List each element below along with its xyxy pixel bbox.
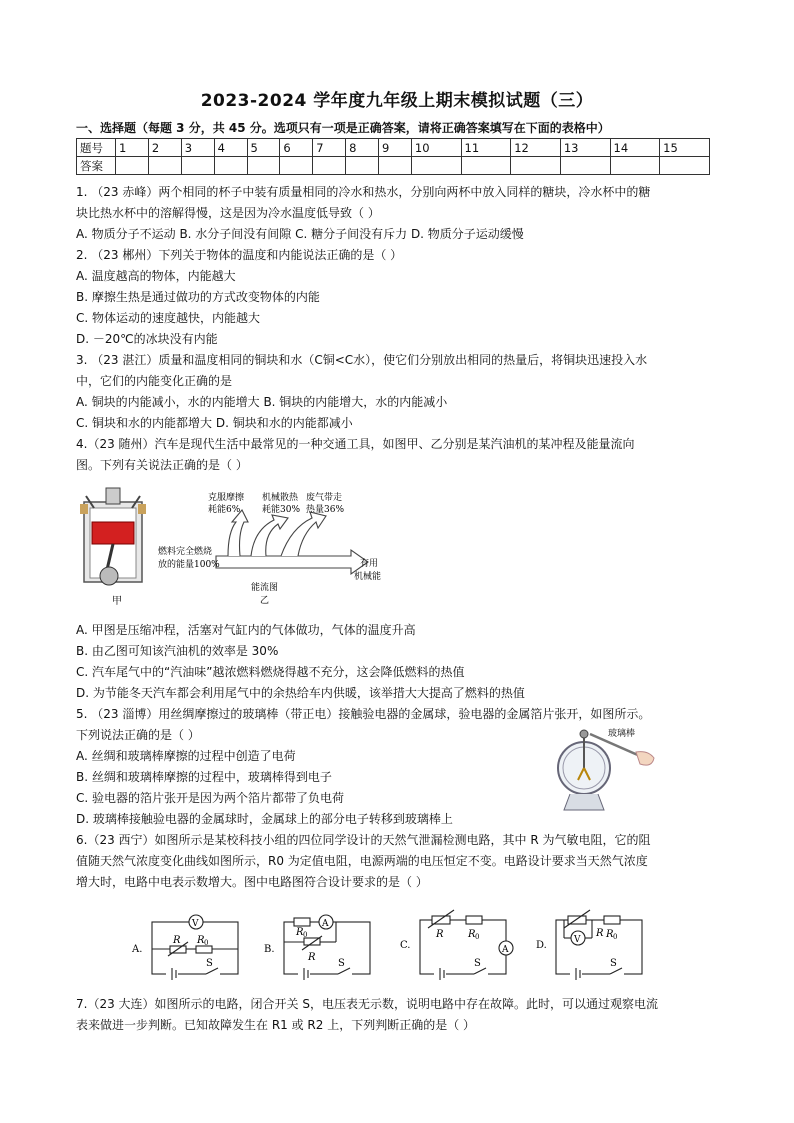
option-label-b: B. — [264, 944, 275, 955]
engine-figure — [76, 482, 406, 614]
section-heading: 一、选择题（每题 3 分，共 45 分。选项只有一项是正确答案，请将正确答案填写在下面的表格中） — [76, 121, 610, 135]
energy-flow-diagram — [216, 510, 368, 574]
table-cell: 10 — [411, 139, 461, 157]
circuit-c — [420, 910, 513, 980]
label-input-pct: 放的能量100% — [158, 560, 220, 570]
ammeter-label: A — [322, 919, 329, 929]
table-cell: 5 — [247, 139, 280, 157]
circuit-options-figure — [126, 904, 686, 980]
q5-option-d: D. 玻璃棒接触验电器的金属球时，金属球上的部分电子转移到玻璃棒上 — [76, 812, 453, 826]
label-exhaust-pct: 热量36% — [306, 505, 345, 515]
table-cell: 14 — [610, 139, 660, 157]
ammeter-label: A — [502, 945, 509, 955]
label-heat-pct: 耗能30% — [262, 505, 301, 515]
resistor-r0-label: R — [606, 929, 614, 940]
answer-cell[interactable] — [379, 157, 412, 175]
answer-cell[interactable] — [411, 157, 461, 175]
table-cell: 15 — [660, 139, 710, 157]
table-cell: 11 — [461, 139, 511, 157]
switch-label: S — [610, 958, 617, 969]
q3-options-ab: A. 铜块的内能减小，水的内能增大 B. 铜块的内能增大，水的内能减小 — [76, 395, 448, 409]
resistor-r0-sub: 0 — [303, 931, 308, 939]
row-label-answer: 答案 — [77, 157, 116, 175]
label-friction: 克服摩擦 — [208, 493, 245, 503]
voltmeter-label: V — [192, 919, 199, 929]
q3-stem-2: 中，它们的内能变化正确的是 — [76, 374, 233, 388]
cylinder-icon — [80, 488, 146, 585]
resistor-r-label: R — [436, 929, 444, 940]
q5-option-b: B. 丝绸和玻璃棒摩擦的过程中，玻璃棒得到电子 — [76, 770, 332, 784]
resistor-r-label: R — [308, 952, 316, 963]
label-heat: 机械散热 — [262, 493, 299, 503]
table-cell: 13 — [560, 139, 610, 157]
q7-stem-1: 7.（23 大连）如图所示的电路，闭合开关 S，电压表无示数，说明电路中存在故障。此时，可以通过观察电流 — [76, 997, 658, 1011]
option-label-a: A. — [132, 944, 143, 955]
label-input: 燃料完全燃烧 — [158, 547, 213, 557]
voltmeter-label: V — [574, 935, 581, 945]
switch-label: S — [338, 958, 345, 969]
table-row — [77, 157, 710, 175]
q3-stem-1: 3. （23 湛江）质量和温度相同的铜块和水（C铜<C水），使它们分别放出相同的热量后，将铜块迅速投入水 — [76, 353, 648, 367]
resistor-r0-label: R — [197, 935, 205, 946]
table-cell: 1 — [116, 139, 149, 157]
circuit-d — [556, 910, 642, 980]
label-exhaust: 废气带走 — [306, 493, 343, 503]
table-cell: 7 — [313, 139, 346, 157]
answer-cell[interactable] — [181, 157, 214, 175]
table-cell: 8 — [346, 139, 379, 157]
switch-label: S — [474, 958, 481, 969]
q7-stem-2: 表来做进一步判断。已知故障发生在 R1 或 R2 上，下列判断正确的是（ ） — [76, 1018, 476, 1032]
resistor-r-label: R — [596, 928, 604, 939]
q4-stem-1: 4.（23 随州）汽车是现代生活中最常见的一种交通工具，如图甲、乙分别是某汽油机的某冲程及能量流向 — [76, 437, 635, 451]
q4-option-c: C. 汽车尾气中的“汽油味”越浓燃料燃烧得越不充分，这会降低燃料的热值 — [76, 665, 465, 679]
answer-cell[interactable] — [148, 157, 181, 175]
table-row — [77, 139, 710, 157]
answer-cell[interactable] — [511, 157, 561, 175]
answer-cell[interactable] — [610, 157, 660, 175]
label-friction-pct: 耗能6% — [208, 505, 241, 515]
answer-cell[interactable] — [560, 157, 610, 175]
resistor-r0-label: R — [296, 927, 304, 938]
table-cell: 2 — [148, 139, 181, 157]
q6-stem-1: 6.（23 西宁）如图所示是某校科技小组的四位同学设计的天然气泄漏检测电路，其中 R 为气敏电阻，它的阻 — [76, 833, 651, 847]
row-label-number: 题号 — [77, 139, 116, 157]
answer-cell[interactable] — [247, 157, 280, 175]
q6-stem-3: 增大时，电路中电表示数增大。图中电路图符合设计要求的是（ ） — [76, 875, 428, 889]
answer-cell[interactable] — [116, 157, 149, 175]
q1-stem-1: 1. （23 赤峰）两个相同的杯子中装有质量相同的冷水和热水，分别向两杯中放入同样的糖块，冷水杯中的糖 — [76, 185, 651, 199]
q3-options-cd: C. 铜块和水的内能都增大 D. 铜块和水的内能都减小 — [76, 416, 353, 430]
q5-option-c: C. 验电器的箔片张开是因为两个箔片都带了负电荷 — [76, 791, 345, 805]
table-cell: 12 — [511, 139, 561, 157]
electroscope-icon — [558, 730, 610, 810]
option-label-d: D. — [536, 940, 547, 951]
resistor-r0-sub: 0 — [613, 933, 618, 941]
q2-option-d: D. －20℃的冰块没有内能 — [76, 332, 218, 346]
q2-option-c: C. 物体运动的速度越快，内能越大 — [76, 311, 261, 325]
q2-option-a: A. 温度越高的物体，内能越大 — [76, 269, 236, 283]
answer-table — [76, 138, 710, 175]
table-cell: 3 — [181, 139, 214, 157]
q4-option-a: A. 甲图是压缩冲程，活塞对气缸内的气体做功，气体的温度升高 — [76, 623, 416, 637]
resistor-r-label: R — [173, 935, 181, 946]
answer-cell[interactable] — [313, 157, 346, 175]
table-cell: 4 — [214, 139, 247, 157]
fig-label-yi: 乙 — [260, 596, 270, 606]
q5-stem-1: 5. （23 淄博）用丝绸摩擦过的玻璃棒（带正电）接触验电器的金属球，验电器的金属箔片张开，如图所示。 — [76, 707, 651, 721]
q5-option-a: A. 丝绸和玻璃棒摩擦的过程中创造了电荷 — [76, 749, 296, 763]
resistor-r0-sub: 0 — [475, 933, 480, 941]
q2-option-b: B. 摩擦生热是通过做功的方式改变物体的内能 — [76, 290, 320, 304]
answer-cell[interactable] — [461, 157, 511, 175]
answer-cell[interactable] — [346, 157, 379, 175]
q1-options: A. 物质分子不运动 B. 水分子间没有间隙 C. 糖分子间没有斥力 D. 物质分子运动缓慢 — [76, 227, 524, 241]
label-useful-energy: 机械能 — [354, 572, 382, 582]
glass-rod-label: 玻璃棒 — [608, 729, 636, 739]
answer-cell[interactable] — [660, 157, 710, 175]
answer-cell[interactable] — [280, 157, 313, 175]
option-label-c: C. — [400, 940, 411, 951]
q2-stem: 2. （23 郴州）下列关于物体的温度和内能说法正确的是（ ） — [76, 248, 403, 262]
electroscope-figure — [548, 724, 658, 816]
q4-option-d: D. 为节能冬天汽车都会利用尾气中的余热给车内供暖，该举措大大提高了燃料的热值 — [76, 686, 525, 700]
fig-label-jia: 甲 — [112, 596, 122, 607]
q6-stem-2: 值随天然气浓度变化曲线如图所示，R0 为定值电阻，电源两端的电压恒定不变。电路设计要求当天然气浓度 — [76, 854, 648, 868]
answer-cell[interactable] — [214, 157, 247, 175]
page-title: 2023-2024 学年度九年级上期末模拟试题（三） — [200, 91, 594, 111]
resistor-r0-label: R — [468, 929, 476, 940]
q4-stem-2: 图。下列有关说法正确的是（ ） — [76, 458, 248, 472]
q4-option-b: B. 由乙图可知该汽油机的效率是 30% — [76, 644, 279, 658]
resistor-r0-sub: 0 — [204, 939, 209, 947]
label-useful: 有用 — [360, 559, 379, 569]
table-cell: 6 — [280, 139, 313, 157]
q1-stem-2: 块比热水杯中的溶解得慢，这是因为冷水温度低导致（ ） — [76, 206, 380, 220]
table-cell: 9 — [379, 139, 412, 157]
fig-caption: 能流图 — [251, 583, 279, 593]
q5-stem-2: 下列说法正确的是（ ） — [76, 728, 200, 742]
switch-label: S — [206, 958, 213, 969]
